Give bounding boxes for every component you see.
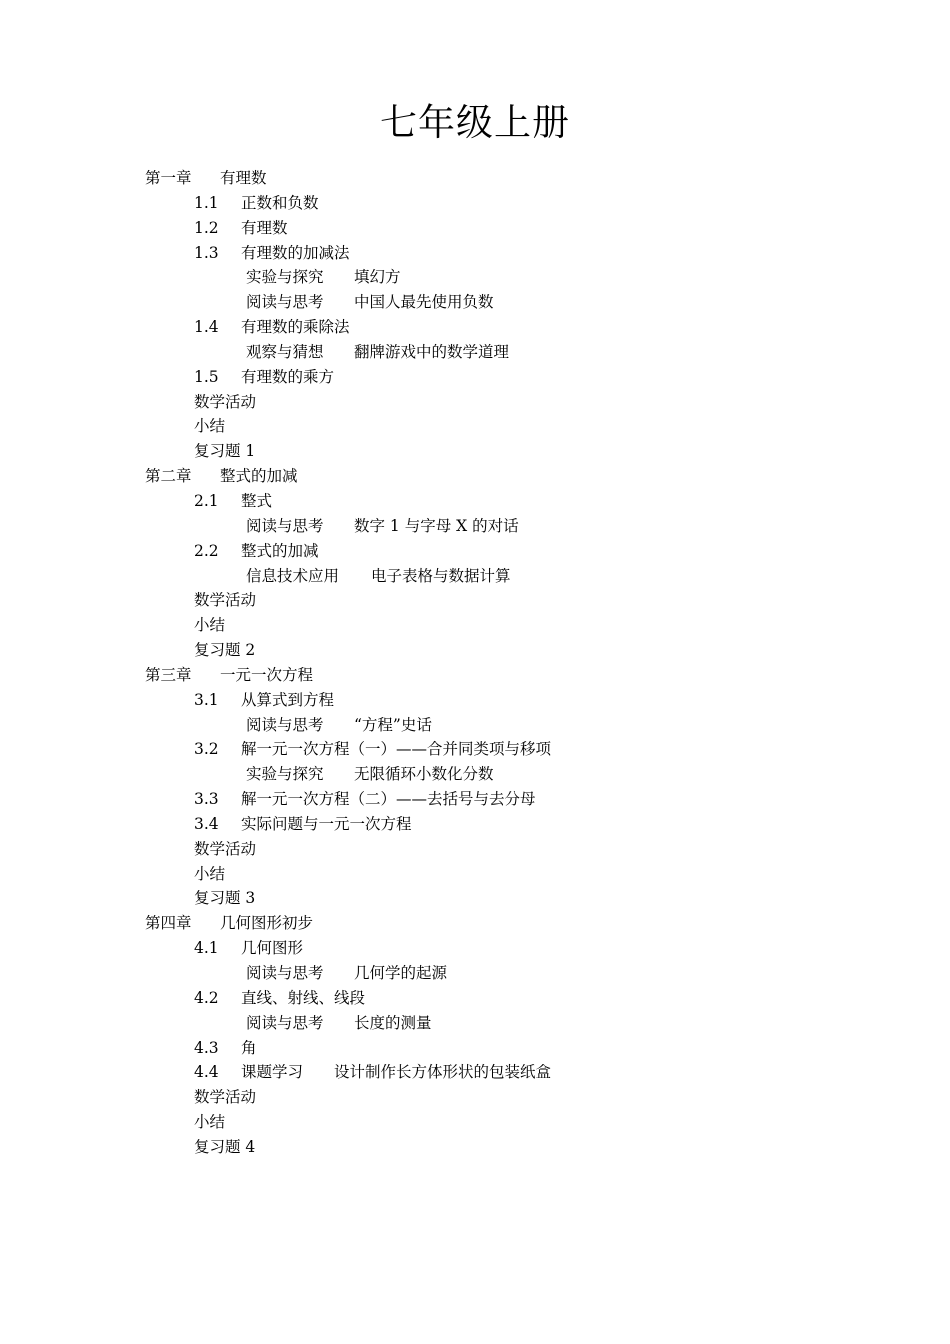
toc-section-number: 1.2	[194, 218, 219, 237]
toc-sub-title: 长度的测量	[354, 1013, 432, 1032]
toc-item-title: 复习题 2	[194, 641, 256, 660]
toc-sub-kind: 阅读与思考	[246, 964, 324, 982]
toc-item-row	[0, 390, 950, 415]
toc-item-row	[0, 439, 950, 464]
toc-section-title: 有理数	[241, 218, 288, 237]
toc-sub-row	[0, 564, 950, 589]
toc-sub-title: 填幻方	[354, 268, 401, 287]
toc-section-number: 4.2	[194, 988, 219, 1007]
toc-sub-kind: 实验与探究	[246, 765, 324, 784]
toc-section-title: 实际问题与一元一次方程	[241, 814, 412, 833]
toc-section-row	[0, 1060, 950, 1085]
toc-item-title: 复习题 3	[194, 889, 256, 908]
toc-sub-title: 翻牌游戏中的数学道理	[354, 342, 510, 361]
toc-section-number: 4.4	[194, 1063, 219, 1082]
toc-item-row	[0, 1085, 950, 1110]
toc-section-title: 从算式到方程	[241, 690, 335, 709]
toc-section-title: 几何图形	[241, 939, 304, 958]
toc-sub-title: 中国人最先使用负数	[354, 293, 494, 312]
toc-item-row	[0, 862, 950, 887]
toc-section-row	[0, 315, 950, 340]
toc-item-title: 数学活动	[194, 392, 257, 411]
toc-item-title: 小结	[194, 417, 226, 436]
toc-sub-title: 无限循环小数化分数	[354, 765, 494, 784]
toc-section-title: 解一元一次方程（一）——合并同类项与移项	[241, 740, 552, 759]
toc-section-title: 正数和负数	[241, 193, 319, 212]
toc-section-row	[0, 365, 950, 390]
toc-sub-row	[0, 1011, 950, 1036]
toc-chapter-number: 第二章	[145, 467, 192, 486]
toc-section-number: 3.4	[194, 814, 219, 833]
toc-chapter-row	[0, 663, 950, 688]
toc-item-row	[0, 1110, 950, 1135]
toc-sub-kind: 阅读与思考	[246, 1013, 324, 1032]
toc-item-title: 复习题 4	[194, 1137, 256, 1156]
toc-section-title: 整式的加减	[241, 541, 319, 560]
toc-section-row	[0, 539, 950, 564]
toc-item-row	[0, 1135, 950, 1160]
page-title: 七年级上册	[380, 101, 570, 144]
toc-chapter-row	[0, 464, 950, 489]
toc-sub-title: 数字 1 与字母 X 的对话	[354, 516, 519, 535]
toc-item-row	[0, 414, 950, 439]
toc-section-title: 整式	[241, 491, 273, 510]
toc-section-number: 2.2	[194, 541, 219, 560]
toc-item-title: 小结	[194, 616, 226, 635]
toc-sub-title: 电子表格与数据计算	[371, 566, 511, 585]
toc-section-number: 2.1	[194, 491, 219, 510]
toc-chapter-number: 第四章	[145, 914, 192, 933]
toc-section-title: 角	[241, 1038, 257, 1057]
toc-sub-row	[0, 514, 950, 539]
toc-section-row	[0, 812, 950, 837]
toc-section-number: 3.3	[194, 790, 219, 809]
toc-section-title: 有理数的乘方	[241, 367, 335, 386]
toc-sub-row	[0, 961, 950, 986]
toc-item-title: 小结	[194, 864, 226, 883]
toc-chapter-title: 整式的加减	[220, 467, 298, 486]
toc-chapter-title: 几何图形初步	[220, 914, 314, 933]
toc-sub-row	[0, 340, 950, 365]
toc-sub-title: “方程”史话	[354, 715, 432, 734]
toc-section-number: 1.5	[194, 367, 219, 386]
toc-sub-kind: 阅读与思考	[246, 293, 324, 312]
toc-sub-kind: 观察与猜想	[246, 342, 324, 361]
toc-section-title: 直线、射线、线段	[241, 988, 366, 1007]
toc-section-row	[0, 737, 950, 762]
table-of-contents	[0, 166, 950, 1160]
toc-item-row	[0, 613, 950, 638]
toc-sub-kind: 阅读与思考	[246, 516, 324, 535]
toc-section-row	[0, 936, 950, 961]
toc-sub-row	[0, 265, 950, 290]
toc-item-row	[0, 837, 950, 862]
toc-sub-row	[0, 713, 950, 738]
toc-section-number: 1.1	[194, 193, 219, 212]
toc-section-row	[0, 688, 950, 713]
toc-sub-row	[0, 762, 950, 787]
toc-item-row	[0, 886, 950, 911]
toc-section-title: 有理数的乘除法	[241, 318, 350, 337]
toc-item-title: 复习题 1	[194, 442, 256, 461]
toc-sub-title: 几何学的起源	[354, 964, 448, 982]
toc-chapter-title: 有理数	[220, 169, 267, 187]
toc-sub-kind: 阅读与思考	[246, 715, 324, 734]
toc-chapter-number: 第一章	[145, 169, 192, 187]
toc-chapter-row	[0, 166, 950, 191]
toc-section-row	[0, 986, 950, 1011]
toc-section-number: 1.3	[194, 243, 219, 262]
toc-sub-kind: 实验与探究	[246, 268, 324, 287]
toc-section-number: 4.3	[194, 1038, 219, 1057]
toc-item-row	[0, 588, 950, 613]
toc-section-title: 解一元一次方程（二）——去括号与去分母	[241, 790, 536, 809]
toc-sub-kind: 信息技术应用	[246, 566, 340, 585]
toc-section-row	[0, 787, 950, 812]
toc-section-number: 4.1	[194, 939, 219, 958]
toc-section-row	[0, 489, 950, 514]
toc-item-title: 数学活动	[194, 591, 257, 610]
toc-section-number: 3.1	[194, 690, 219, 709]
toc-sub-row	[0, 290, 950, 315]
toc-section-title: 有理数的加减法	[241, 243, 350, 262]
toc-item-title: 数学活动	[194, 1088, 257, 1107]
toc-section-number: 1.4	[194, 318, 219, 337]
toc-item-title: 小结	[194, 1113, 226, 1132]
toc-chapter-number: 第三章	[145, 665, 192, 684]
toc-item-row	[0, 638, 950, 663]
toc-section-row	[0, 216, 950, 241]
toc-chapter-title: 一元一次方程	[220, 665, 314, 684]
toc-section-row	[0, 191, 950, 216]
toc-section-row	[0, 1036, 950, 1061]
toc-section-number: 3.2	[194, 740, 219, 759]
toc-section-row	[0, 241, 950, 266]
toc-section-title: 课题学习 设计制作长方体形状的包装纸盒	[241, 1063, 552, 1082]
toc-item-title: 数学活动	[194, 839, 257, 858]
toc-chapter-row	[0, 911, 950, 936]
